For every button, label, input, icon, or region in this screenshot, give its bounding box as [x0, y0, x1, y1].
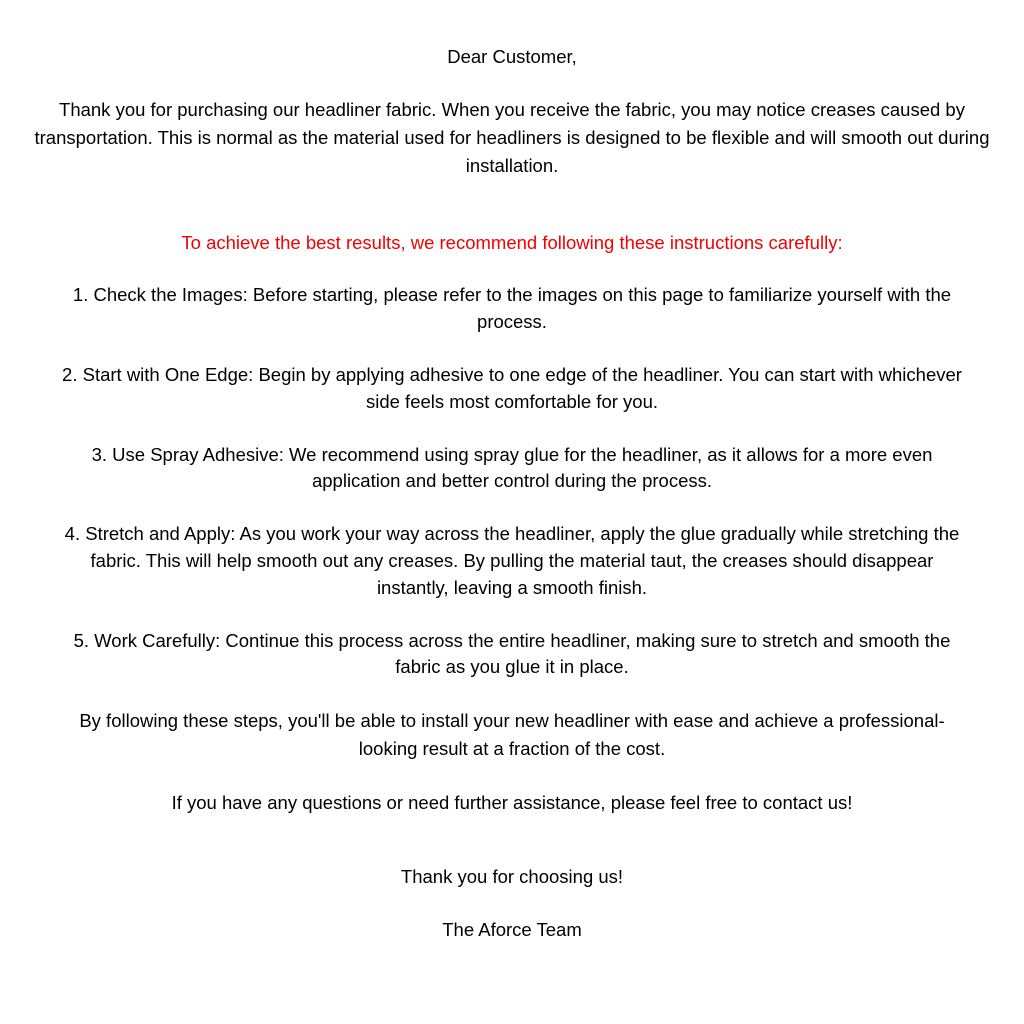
highlight-callout: To achieve the best results, we recommend following these instructions carefully: [181, 231, 843, 253]
instruction-step-3: 3. Use Spray Adhesive: We recommend using spray glue for the headliner, as it allows for a more even application and better control during the process. [91, 443, 933, 492]
instruction-step-5: 5. Work Carefully: Continue this process across the entire headliner, making sure to stretch and smooth the fabric as you glue it in place. [73, 629, 951, 678]
signature-line: The Aforce Team [442, 919, 582, 941]
instruction-step-1: 1. Check the Images: Before starting, please refer to the images on this page to familiarize yourself with the process. [72, 284, 952, 333]
closing-paragraph: By following these steps, you'll be able to install your new headliner with ease and achieve a professional-looking result at a fraction of the cost. [79, 710, 945, 760]
intro-paragraph: Thank you for purchasing our headliner fabric. When you receive the fabric, you may notice creases caused by transportation. This is normal as the material used for headliners is designed to be flexible and will smooth out during installation. [34, 99, 990, 177]
thank-you-line: Thank you for choosing us! [400, 865, 624, 887]
instruction-step-2: 2. Start with One Edge: Begin by applying adhesive to one edge of the headliner. You can start with whichever side feels most comfortable for you. [62, 363, 962, 412]
instruction-step-4: 4. Stretch and Apply: As you work your way across the headliner, apply the glue gradually while stretching the fabric. This will help smooth out any creases. By pulling the material taut, the creases should disappear instantly, leaving a smooth finish. [64, 523, 960, 598]
contact-paragraph: If you have any questions or need further assistance, please feel free to contact us! [171, 791, 853, 813]
greeting-line: Dear Customer, [447, 46, 577, 67]
